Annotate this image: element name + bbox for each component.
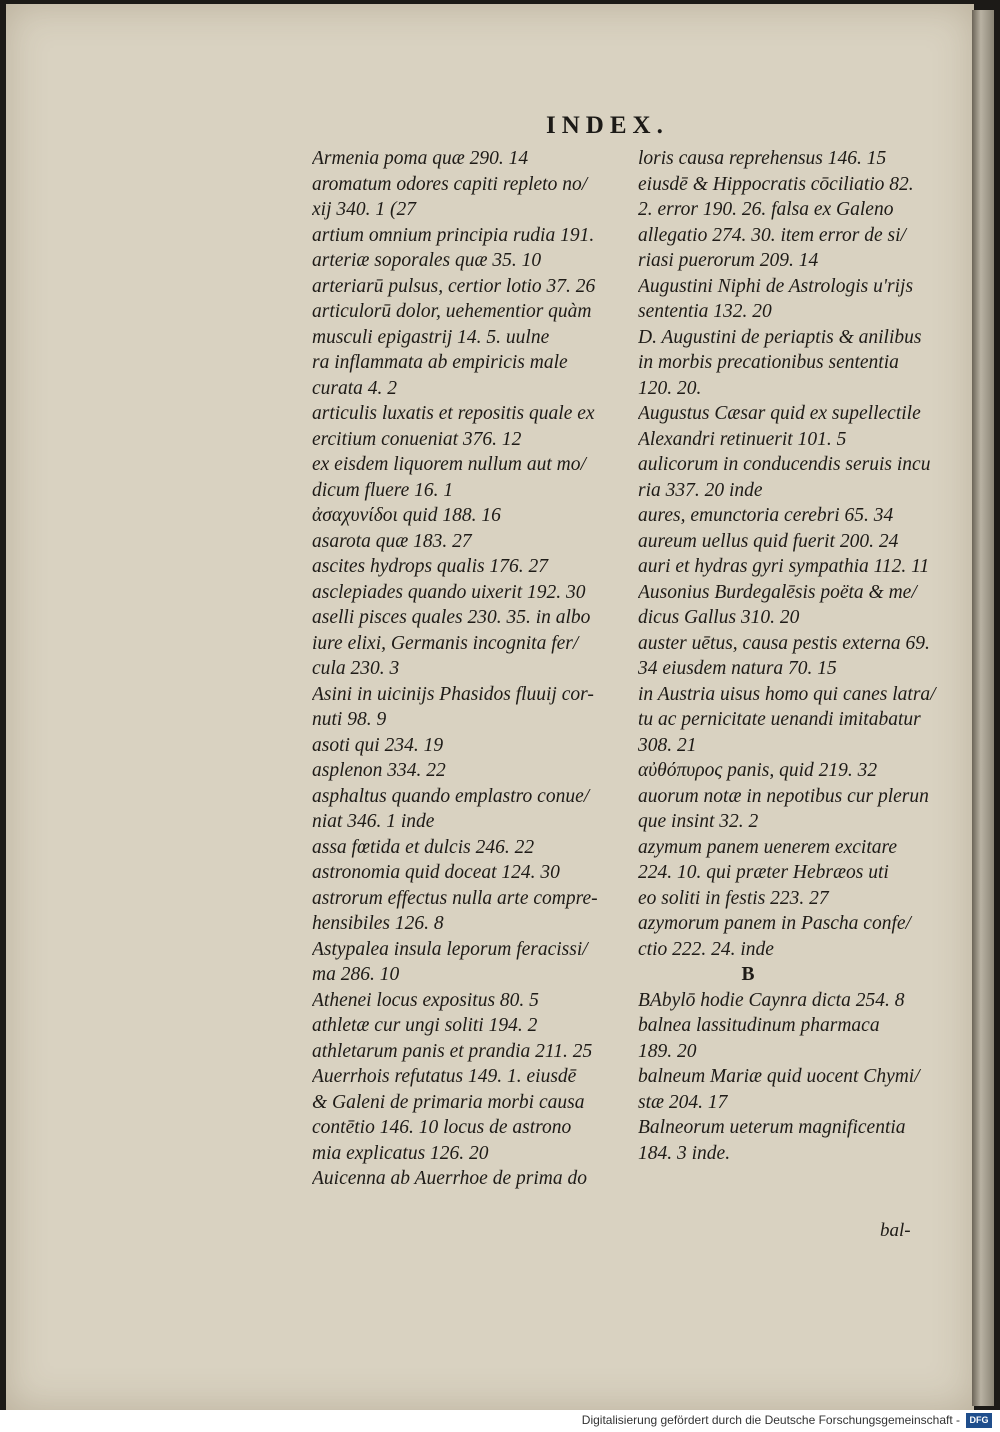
index-line: mia explicatus 126. 20: [312, 1142, 489, 1164]
index-line: aulicorum in conducendis seruis incu: [638, 454, 931, 475]
index-line: ex eisdem liquorem nullum aut mo/: [312, 454, 586, 475]
index-line: asphaltus quando emplastro conue/: [312, 785, 590, 807]
index-line: ma 286. 10: [312, 964, 400, 985]
index-line: Astypalea insula leporum feracissi/: [312, 938, 588, 960]
index-line: dicum fluere 16. 1: [312, 479, 454, 501]
index-line: 308. 21: [638, 734, 697, 756]
index-line: Auicenna ab Auerrhoe de prima do: [312, 1168, 587, 1189]
right-column: [638, 146, 938, 1166]
index-line: Balneorum ueterum magnificentia: [638, 1117, 906, 1138]
index-line: Armenia poma quæ 290. 14: [312, 148, 529, 169]
index-line: nuti 98. 9: [312, 709, 387, 730]
index-line: cula 230. 3: [312, 658, 400, 679]
index-line: musculi epigastrij 14. 5. uulne: [312, 326, 550, 348]
catchword: bal-: [880, 1220, 911, 1241]
index-line: Augustini Niphi de Astrologis u'rijs: [638, 275, 914, 297]
index-line: azymum panem uenerem excitare: [638, 836, 898, 858]
index-line: astrorum effectus nulla arte compre-: [312, 887, 598, 909]
index-line: 120. 20.: [638, 377, 702, 399]
index-line: ercitium conueniat 376. 12: [312, 428, 522, 450]
index-line: auster uētus, causa pestis externa 69.: [638, 632, 930, 654]
index-line: αὐθόπυρος panis, quid 219. 32: [638, 760, 878, 781]
index-line: asarota quæ 183. 27: [312, 530, 472, 552]
index-line: BAbylō hodie Caynra dicta 254. 8: [638, 989, 905, 1011]
index-line: 184. 3 inde.: [638, 1142, 731, 1164]
index-line: aromatum odores capiti repleto no/: [312, 173, 588, 195]
index-line: arteriæ soporales quæ 35. 10: [312, 250, 542, 271]
index-line: aures, emunctoria cerebri 65. 34: [638, 505, 894, 526]
index-line: tu ac pernicitate uenandi imitabatur: [638, 709, 921, 730]
index-line: Augustus Cæsar quid ex supellectile: [638, 403, 921, 424]
index-line: 2. error 190. 26. falsa ex Galeno: [638, 199, 894, 220]
index-line: azymorum panem in Pascha confe/: [638, 913, 911, 934]
index-line: Athenei locus expositus 80. 5: [312, 989, 539, 1011]
index-line: que insint 32. 2: [638, 811, 759, 832]
index-line: iure elixi, Germanis incognita fer/: [312, 632, 579, 654]
index-line: auri et hydras gyri sympathia 112. 11: [638, 556, 930, 577]
index-line: curata 4. 2: [312, 377, 398, 399]
footer-credit: Digitalisierung gefördert durch die Deutsche Forschungsgemeinschaft -: [581, 1413, 960, 1427]
index-line: allegatio 274. 30. item error de si/: [638, 224, 906, 246]
index-line: 224. 10. qui præter Hebræos uti: [638, 862, 889, 883]
index-line: articulis luxatis et repositis quale ex: [312, 403, 595, 424]
index-line: asplenon 334. 22: [312, 760, 446, 781]
index-line: astronomia quid doceat 124. 30: [312, 862, 560, 883]
index-line: niat 346. 1 inde: [312, 811, 435, 832]
index-line: assa fœtida et dulcis 246. 22: [312, 836, 535, 858]
index-line: stæ 204. 17: [638, 1091, 728, 1113]
index-line: D. Augustini de periaptis & anilibus: [638, 326, 922, 348]
index-line: 34 eiusdem natura 70. 15: [638, 658, 837, 679]
left-column: [312, 146, 630, 1192]
index-line: articulorū dolor, uehementior quàm: [312, 301, 592, 322]
page-header: INDEX.: [546, 112, 669, 139]
index-line: B: [741, 964, 755, 985]
index-line: contētio 146. 10 locus de astrono: [312, 1117, 572, 1138]
index-line: in morbis precationibus sententia: [638, 352, 899, 373]
footer-bar: [0, 1410, 1000, 1432]
index-line: eiusdē & Hippocratis cōciliatio 82.: [638, 173, 914, 195]
index-line: athletarum panis et prandia 211. 25: [312, 1040, 593, 1062]
index-line: athletæ cur ungi soliti 194. 2: [312, 1015, 538, 1036]
index-line: Ausonius Burdegalēsis poëta & me/: [638, 581, 917, 603]
index-line: dicus Gallus 310. 20: [638, 607, 800, 628]
index-line: in Austria uisus homo qui canes latra/: [638, 683, 936, 705]
index-line: xij 340. 1 (27: [312, 199, 416, 220]
dfg-logo: DFG: [966, 1413, 992, 1428]
index-line: ascites hydrops qualis 176. 27: [312, 556, 548, 577]
index-line: sententia 132. 20: [638, 301, 772, 322]
index-line: aselli pisces quales 230. 35. in albo: [312, 607, 591, 628]
index-line: ctio 222. 24. inde: [638, 938, 774, 960]
index-line: loris causa reprehensus 146. 15: [638, 148, 887, 169]
index-line: auorum notæ in nepotibus cur plerun: [638, 785, 929, 807]
index-line: artium omnium principia rudia 191.: [312, 224, 595, 246]
index-line: aureum uellus quid fuerit 200. 24: [638, 530, 899, 552]
index-line: Alexandri retinuerit 101. 5: [638, 428, 847, 450]
index-line: eo soliti in festis 223. 27: [638, 887, 829, 909]
index-line: 189. 20: [638, 1040, 697, 1062]
index-line: Auerrhois refutatus 149. 1. eiusdē: [312, 1066, 577, 1087]
index-line: & Galeni de primaria morbi causa: [312, 1091, 585, 1113]
index-line: ria 337. 20 inde: [638, 479, 763, 501]
index-line: asclepiades quando uixerit 192. 30: [312, 581, 586, 603]
index-line: balnea lassitudinum pharmaca: [638, 1015, 880, 1036]
index-line: hensibiles 126. 8: [312, 913, 444, 934]
index-line: riasi puerorum 209. 14: [638, 250, 819, 271]
page-edge: [972, 10, 994, 1406]
index-line: Asini in uicinijs Phasidos fluuij cor-: [312, 683, 594, 705]
index-line: balneum Mariæ quid uocent Chymi/: [638, 1066, 920, 1087]
index-line: arteriarū pulsus, certior lotio 37. 26: [312, 275, 596, 297]
index-line: ra inflammata ab empiricis male: [312, 352, 568, 373]
index-line: asoti qui 234. 19: [312, 734, 444, 756]
index-line: ἀσαχυνίδοι quid 188. 16: [312, 505, 501, 526]
